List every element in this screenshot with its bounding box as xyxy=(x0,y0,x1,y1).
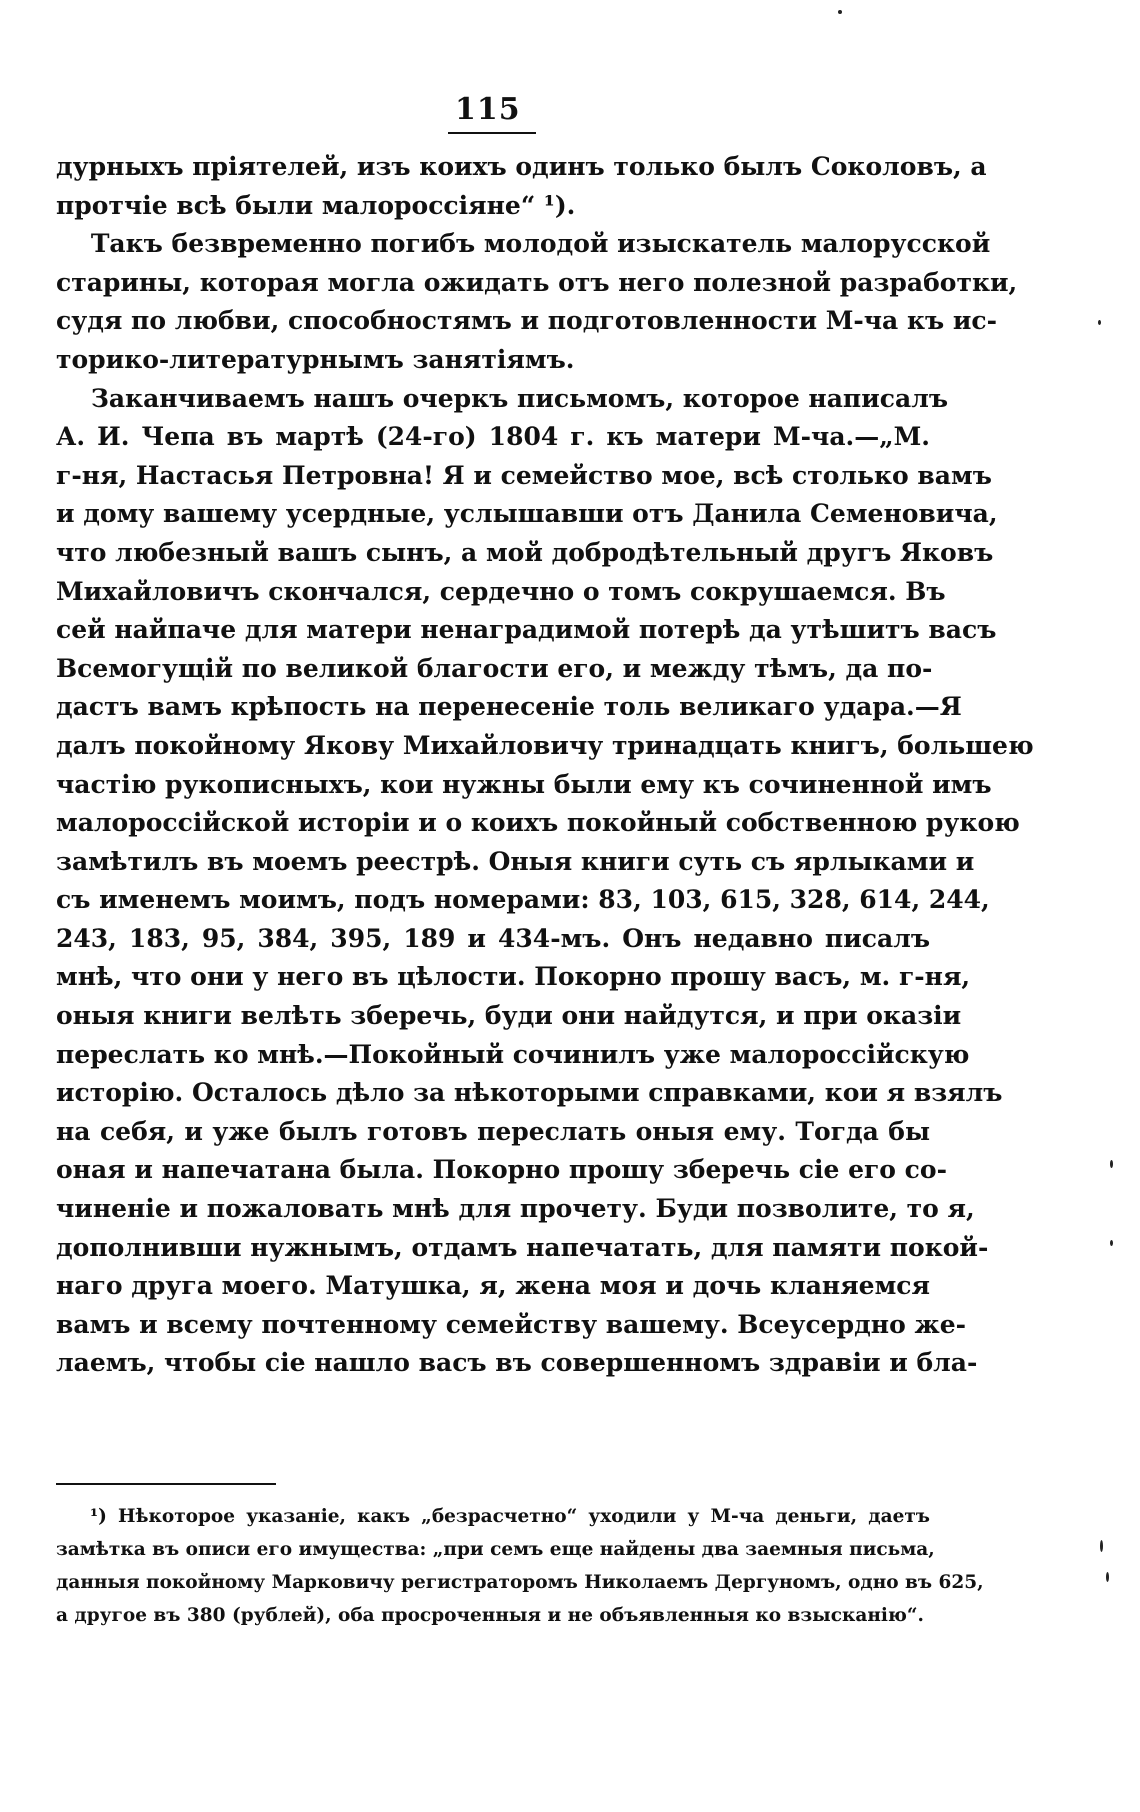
text-line: оная и напечатана была. Покорно прошу зберечь сіе его со- xyxy=(56,1155,947,1185)
text-line: вамъ и всему почтенному семейству вашему. Всеусердно же- xyxy=(56,1309,966,1339)
text-line: сей найпаче для матери ненаградимой потерѣ да утѣшитъ васъ xyxy=(56,615,997,645)
text-line: торико-литературнымъ занятіямъ. xyxy=(56,344,575,374)
text-line: А. И. Чепа въ мартѣ (24-го) 1804 г. къ матери М-ча.—„М. xyxy=(56,422,930,452)
text-line: малороссійской исторіи и о коихъ покойный собственною рукою xyxy=(56,808,1020,838)
text-line: на себя, и уже былъ готовъ переслать оныя ему. Тогда бы xyxy=(56,1116,930,1146)
text-line: лаемъ, чтобы сіе нашло васъ въ совершенномъ здравіи и бла- xyxy=(56,1348,978,1378)
text-line: дополнивши нужнымъ, отдамъ напечатать, для памяти покой- xyxy=(56,1232,989,1262)
text-line: оныя книги велѣть зберечь, буди они найдутся, и при оказіи xyxy=(56,1001,962,1031)
text-line: Михайловичъ скончался, сердечно о томъ сокрушаемся. Въ xyxy=(56,576,946,606)
text-line: замѣтилъ въ моемъ реестрѣ. Оныя книги суть съ ярлыками и xyxy=(56,846,975,876)
text-line: 243, 183, 95, 384, 395, 189 и 434-мъ. Онъ недавно писалъ xyxy=(56,923,930,953)
text-line: частію рукописныхъ, кои нужны были ему къ сочиненной имъ xyxy=(56,769,992,799)
text-line: мнѣ, что они у него въ цѣлости. Покорно прошу васъ, м. г-ня, xyxy=(56,962,971,992)
text-line: исторію. Осталось дѣло за нѣкоторыми справками, кои я взялъ xyxy=(56,1078,1003,1108)
scan-speck xyxy=(1106,1572,1109,1582)
scan-speck xyxy=(1110,1240,1113,1246)
text-line: чиненіе и пожаловать мнѣ для прочету. Буди позволите, то я, xyxy=(56,1194,975,1224)
text-line: и дому вашему усердные, услышавши отъ Данила Семеновича, xyxy=(56,499,998,529)
text-line: Всемогущій по великой благости его, и между тѣмъ, да по- xyxy=(56,653,933,683)
text-line: что любезный вашъ сынъ, а мой добродѣтельный другъ Яковъ xyxy=(56,537,994,567)
text-line: переслать ко мнѣ.—Покойный сочинилъ уже малороссійскую xyxy=(56,1039,970,1069)
scan-speck xyxy=(1110,1160,1113,1168)
page-number: 115 xyxy=(455,92,521,127)
scan-speck xyxy=(1100,1540,1103,1552)
footnote-line: данныя покойному Марковичу регистраторомъ Николаемъ Дергуномъ, одно въ 625, xyxy=(56,1572,984,1593)
text-line: далъ покойному Якову Михайловичу тринадцать книгъ, большею xyxy=(56,730,1034,760)
text-line: дурныхъ пріятелей, изъ коихъ одинъ только былъ Соколовъ, а xyxy=(56,152,987,181)
page-number-underline xyxy=(448,132,536,134)
text-line: протчіе всѣ были малороссіяне“ ¹). xyxy=(56,190,576,220)
footnote xyxy=(56,1500,984,1632)
text-line: старины, которая могла ожидать отъ него полезной разработки, xyxy=(56,267,1018,297)
text-line: Заканчиваемъ нашъ очеркъ письмомъ, которое написалъ xyxy=(56,383,948,413)
text-line: наго друга моего. Матушка, я, жена моя и дочь кланяемся xyxy=(56,1271,930,1301)
footnote-line: а другое въ 380 (рублей), оба просроченныя и не объявленныя ко взысканію“. xyxy=(56,1605,924,1626)
text-line: съ именемъ моимъ, подъ номерами: 83, 103, 615, 328, 614, 244, xyxy=(56,885,990,915)
scan-speck xyxy=(1098,320,1101,325)
footnote-line: ¹) Нѣкоторое указаніе, какъ „безрасчетно“ уходили у М-ча деньги, даетъ xyxy=(90,1506,930,1527)
text-line: судя по любви, способностямъ и подготовленности М-ча къ ис- xyxy=(56,306,998,336)
scan-speck xyxy=(838,10,842,14)
text-line: г-ня, Настасья Петровна! Я и семейство мое, всѣ столько вамъ xyxy=(56,460,992,490)
footnote-line: замѣтка въ описи его имущества: „при семъ еще найдены два заемныя письма, xyxy=(56,1539,935,1560)
body-text xyxy=(56,148,1034,1383)
text-line: Такъ безвременно погибъ молодой изыскатель малорусской xyxy=(56,229,991,259)
text-line: дастъ вамъ крѣпость на перенесеніе толь великаго удара.—Я xyxy=(56,692,962,722)
footnote-separator xyxy=(56,1483,276,1485)
